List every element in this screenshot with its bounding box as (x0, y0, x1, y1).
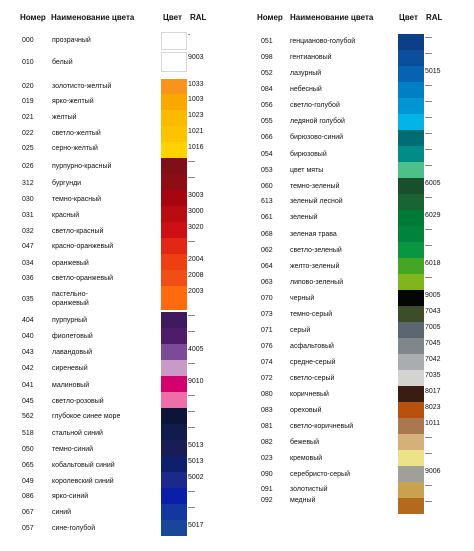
header-color-name: Наименование цвета (290, 13, 374, 22)
ral-code: — (425, 98, 432, 105)
color-name: королевский синий (52, 478, 114, 485)
color-number: 061 (261, 214, 273, 221)
ral-code: — (188, 312, 195, 319)
color-number: 010 (22, 59, 34, 66)
ral-code: 8023 (425, 404, 441, 411)
color-swatch (398, 370, 424, 386)
header-number: Номер (20, 13, 46, 22)
color-name: бежевый (290, 439, 319, 446)
ral-code: — (425, 450, 432, 457)
color-swatch (398, 242, 424, 258)
color-number: 063 (261, 279, 273, 286)
color-number: 051 (261, 38, 273, 45)
color-name: средне-серый (290, 359, 336, 366)
color-swatch (161, 286, 187, 310)
color-swatch (161, 392, 187, 408)
color-swatch (398, 306, 424, 322)
color-name: генцианово-голубой (290, 38, 356, 45)
color-swatch (161, 238, 187, 254)
color-swatch (161, 206, 187, 222)
ral-code: — (188, 360, 195, 367)
color-swatch (398, 98, 424, 114)
color-swatch (398, 34, 424, 50)
ral-code: 5013 (188, 442, 204, 449)
color-number: 084 (261, 86, 273, 93)
ral-code: 5015 (425, 68, 441, 75)
ral-code: — (425, 34, 432, 41)
color-name: светло-желтый (52, 130, 101, 137)
color-name: золотистый (290, 486, 328, 493)
color-number: 065 (22, 462, 34, 469)
ral-code: 1011 (425, 420, 441, 427)
color-name: светло-голубой (290, 102, 340, 109)
ral-code: 3020 (188, 224, 204, 231)
ral-code: 9010 (188, 378, 204, 385)
color-name: бургунди (52, 180, 82, 187)
ral-code: — (425, 226, 432, 233)
color-swatch (161, 344, 187, 360)
color-swatch (161, 440, 187, 456)
color-swatch (398, 114, 424, 130)
color-name: белый (52, 59, 73, 66)
color-number: 092 (261, 497, 273, 504)
color-name: темно-зеленый (290, 183, 340, 190)
color-name: глубокое синее море (52, 413, 121, 420)
color-name: лазурный (290, 70, 322, 77)
color-number: 091 (261, 486, 273, 493)
color-name: синий (52, 509, 72, 516)
color-name: светло-красный (52, 228, 104, 235)
ral-code: 6029 (425, 212, 441, 219)
ral-code: — (425, 434, 432, 441)
color-swatch (398, 66, 424, 82)
color-number: 082 (261, 439, 273, 446)
color-swatch (161, 254, 187, 270)
ral-code: — (188, 504, 195, 511)
color-swatch (161, 190, 187, 206)
color-name: ореховый (290, 407, 322, 414)
color-number: 072 (261, 375, 273, 382)
color-number: 035 (22, 296, 34, 303)
color-swatch (398, 50, 424, 66)
color-swatch (398, 434, 424, 450)
color-swatch (398, 146, 424, 162)
ral-code: 2003 (188, 288, 204, 295)
color-swatch (398, 402, 424, 418)
color-name: липово-зеленый (290, 279, 344, 286)
color-number: 613 (261, 198, 273, 205)
color-number: 076 (261, 343, 273, 350)
color-swatch (398, 418, 424, 434)
color-swatch (161, 94, 187, 110)
color-swatch (161, 520, 187, 536)
color-name: желто-зеленый (290, 263, 340, 270)
color-number: 025 (22, 145, 34, 152)
color-number: 043 (22, 349, 34, 356)
color-name: светло-розовый (52, 398, 104, 405)
color-swatch (398, 226, 424, 242)
ral-code: 1016 (188, 144, 204, 151)
ral-code: — (425, 242, 432, 249)
ral-code: — (425, 194, 432, 201)
ral-code: — (188, 328, 195, 335)
ral-code: 9003 (188, 54, 204, 61)
color-swatch (161, 142, 187, 158)
ral-code: 7045 (425, 340, 441, 347)
color-name: оранжевый (52, 260, 89, 267)
ral-code: 7042 (425, 356, 441, 363)
ral-code: 7005 (425, 324, 441, 331)
color-name: прозрачный (52, 37, 91, 44)
ral-code: — (425, 146, 432, 153)
header-number: Номер (257, 13, 283, 22)
color-number: 068 (261, 231, 273, 238)
color-name: небесный (290, 86, 322, 93)
color-swatch (161, 79, 187, 94)
color-name: зеленый (290, 214, 318, 221)
color-name: темно-синий (52, 446, 94, 453)
color-swatch (161, 222, 187, 238)
header-ral: RAL (426, 13, 443, 22)
ral-code: — (188, 392, 195, 399)
color-name: ярко-синий (52, 493, 89, 500)
color-swatch (398, 178, 424, 194)
color-swatch (161, 472, 187, 488)
color-number: 049 (22, 478, 34, 485)
color-number: 041 (22, 382, 34, 389)
ral-code: — (425, 482, 432, 489)
color-swatch (398, 130, 424, 146)
ral-code: — (425, 130, 432, 137)
color-number: 055 (261, 118, 273, 125)
color-swatch (161, 408, 187, 424)
color-number: 086 (22, 493, 34, 500)
color-number: 052 (261, 70, 273, 77)
color-number: 045 (22, 398, 34, 405)
ral-code: 5002 (188, 474, 204, 481)
color-name: лавандовый (52, 349, 93, 356)
color-swatch (398, 194, 424, 210)
ral-code: — (188, 174, 195, 181)
color-name: темно-красный (52, 196, 102, 203)
ral-code: — (188, 488, 195, 495)
color-name: светло-зеленый (290, 247, 342, 254)
color-name: сине-голубой (52, 525, 96, 532)
color-name: пастельно- оранжевый (52, 291, 89, 307)
header-color-name: Наименование цвета (51, 13, 135, 22)
color-swatch (398, 466, 424, 482)
color-swatch (161, 52, 187, 72)
color-swatch (398, 82, 424, 98)
header-ral: RAL (190, 13, 207, 22)
color-number: 053 (261, 167, 273, 174)
color-name: бирюзово-синий (290, 134, 344, 141)
color-number: 000 (22, 37, 34, 44)
color-number: 064 (261, 263, 273, 270)
color-number: 030 (22, 196, 34, 203)
color-name: кремовый (290, 455, 323, 462)
color-swatch (398, 338, 424, 354)
ral-code: 1003 (188, 96, 204, 103)
color-number: 066 (261, 134, 273, 141)
color-name: светло-оранжевый (52, 275, 114, 282)
color-name: ярко-желтый (52, 98, 94, 105)
color-number: 054 (261, 151, 273, 158)
color-number: 073 (261, 311, 273, 318)
ral-code: 5013 (188, 458, 204, 465)
color-name: медный (290, 497, 316, 504)
color-number: 019 (22, 98, 34, 105)
ral-code: 6005 (425, 180, 441, 187)
color-number: 042 (22, 365, 34, 372)
color-number: 074 (261, 359, 273, 366)
color-swatch (161, 456, 187, 472)
color-swatch (398, 274, 424, 290)
color-name: красно-оранжевый (52, 243, 114, 250)
color-number: 062 (261, 247, 273, 254)
color-name: зеленый лесной (290, 198, 343, 205)
color-name: коричневый (290, 391, 329, 398)
color-name: серый (290, 327, 311, 334)
color-number: 098 (261, 54, 273, 61)
color-number: 518 (22, 430, 34, 437)
ral-code: — (188, 424, 195, 431)
color-name: малиновый (52, 382, 90, 389)
color-name: пурпурный (52, 317, 88, 324)
color-swatch (161, 360, 187, 376)
color-number: 050 (22, 446, 34, 453)
color-swatch (161, 32, 187, 50)
color-number: 056 (261, 102, 273, 109)
color-name: светло-коричневый (290, 423, 354, 430)
color-number: 060 (261, 183, 273, 190)
color-swatch (398, 162, 424, 178)
color-number: 022 (22, 130, 34, 137)
color-name: серно-желтый (52, 145, 98, 152)
color-swatch (398, 450, 424, 466)
color-swatch (161, 376, 187, 392)
color-name: темно-серый (290, 311, 333, 318)
color-swatch (398, 290, 424, 306)
color-number: 404 (22, 317, 34, 324)
color-name: зеленая трава (290, 231, 337, 238)
color-name: ледяной голубой (290, 118, 345, 125)
color-swatch (398, 482, 424, 498)
ral-code: 3000 (188, 208, 204, 215)
color-number: 067 (22, 509, 34, 516)
color-swatch (161, 174, 187, 190)
ral-code: — (425, 274, 432, 281)
ral-code: — (188, 238, 195, 245)
color-name: золотисто-желтый (52, 83, 112, 90)
color-swatch (398, 322, 424, 338)
color-number: 021 (22, 114, 34, 121)
color-number: 020 (22, 83, 34, 90)
color-swatch (161, 328, 187, 344)
color-number: 026 (22, 163, 34, 170)
color-number: 023 (261, 455, 273, 462)
ral-code: — (425, 162, 432, 169)
color-swatch (398, 354, 424, 370)
ral-code: 1023 (188, 112, 204, 119)
color-number: 083 (261, 407, 273, 414)
ral-code: — (425, 82, 432, 89)
color-name: черный (290, 295, 315, 302)
ral-code: — (425, 50, 432, 57)
ral-code: — (188, 408, 195, 415)
ral-code: 7035 (425, 372, 441, 379)
color-swatch (161, 110, 187, 126)
ral-code: 7043 (425, 308, 441, 315)
color-number: 040 (22, 333, 34, 340)
color-name: асфальтовый (290, 343, 334, 350)
ral-code: 3003 (188, 192, 204, 199)
header-color: Цвет (163, 13, 182, 22)
ral-code: - (188, 32, 191, 39)
color-swatch (161, 270, 187, 286)
color-name: бирюзовый (290, 151, 327, 158)
ral-code: 8017 (425, 388, 441, 395)
color-number: 034 (22, 260, 34, 267)
color-name: стальной синий (52, 430, 103, 437)
color-number: 032 (22, 228, 34, 235)
color-name: светло-серый (290, 375, 335, 382)
color-name: желтый (52, 114, 77, 121)
ral-code: 5017 (188, 522, 204, 529)
ral-code: 1033 (188, 81, 204, 88)
ral-code: — (425, 498, 432, 505)
color-number: 071 (261, 327, 273, 334)
color-swatch (161, 488, 187, 504)
color-swatch (398, 258, 424, 274)
color-name: пурпурно-красный (52, 163, 112, 170)
ral-code: 2008 (188, 272, 204, 279)
color-number: 080 (261, 391, 273, 398)
ral-code: 9006 (425, 468, 441, 475)
ral-code: 6018 (425, 260, 441, 267)
color-number: 312 (22, 180, 34, 187)
ral-code: — (425, 114, 432, 121)
color-swatch (161, 126, 187, 142)
color-name: сиреневый (52, 365, 88, 372)
header-color: Цвет (399, 13, 418, 22)
color-name: серебристо-серый (290, 471, 350, 478)
color-swatch (161, 158, 187, 174)
ral-code: 2004 (188, 256, 204, 263)
color-swatch (398, 498, 424, 514)
color-number: 070 (261, 295, 273, 302)
ral-code: 9005 (425, 292, 441, 299)
color-swatch (161, 504, 187, 520)
ral-code: 1021 (188, 128, 204, 135)
color-name: гентиановый (290, 54, 332, 61)
color-number: 047 (22, 243, 34, 250)
color-number: 036 (22, 275, 34, 282)
color-number: 057 (22, 525, 34, 532)
color-name: кобальтовый синий (52, 462, 115, 469)
ral-code: 4005 (188, 346, 204, 353)
color-name: цвет мяты (290, 167, 324, 174)
color-number: 031 (22, 212, 34, 219)
color-swatch (161, 312, 187, 328)
color-swatch (398, 210, 424, 226)
color-name: красный (52, 212, 80, 219)
color-swatch (161, 424, 187, 440)
color-number: 090 (261, 471, 273, 478)
color-name: фиолетовый (52, 333, 93, 340)
color-number: 081 (261, 423, 273, 430)
color-number: 562 (22, 413, 34, 420)
ral-code: — (188, 158, 195, 165)
color-swatch (398, 386, 424, 402)
